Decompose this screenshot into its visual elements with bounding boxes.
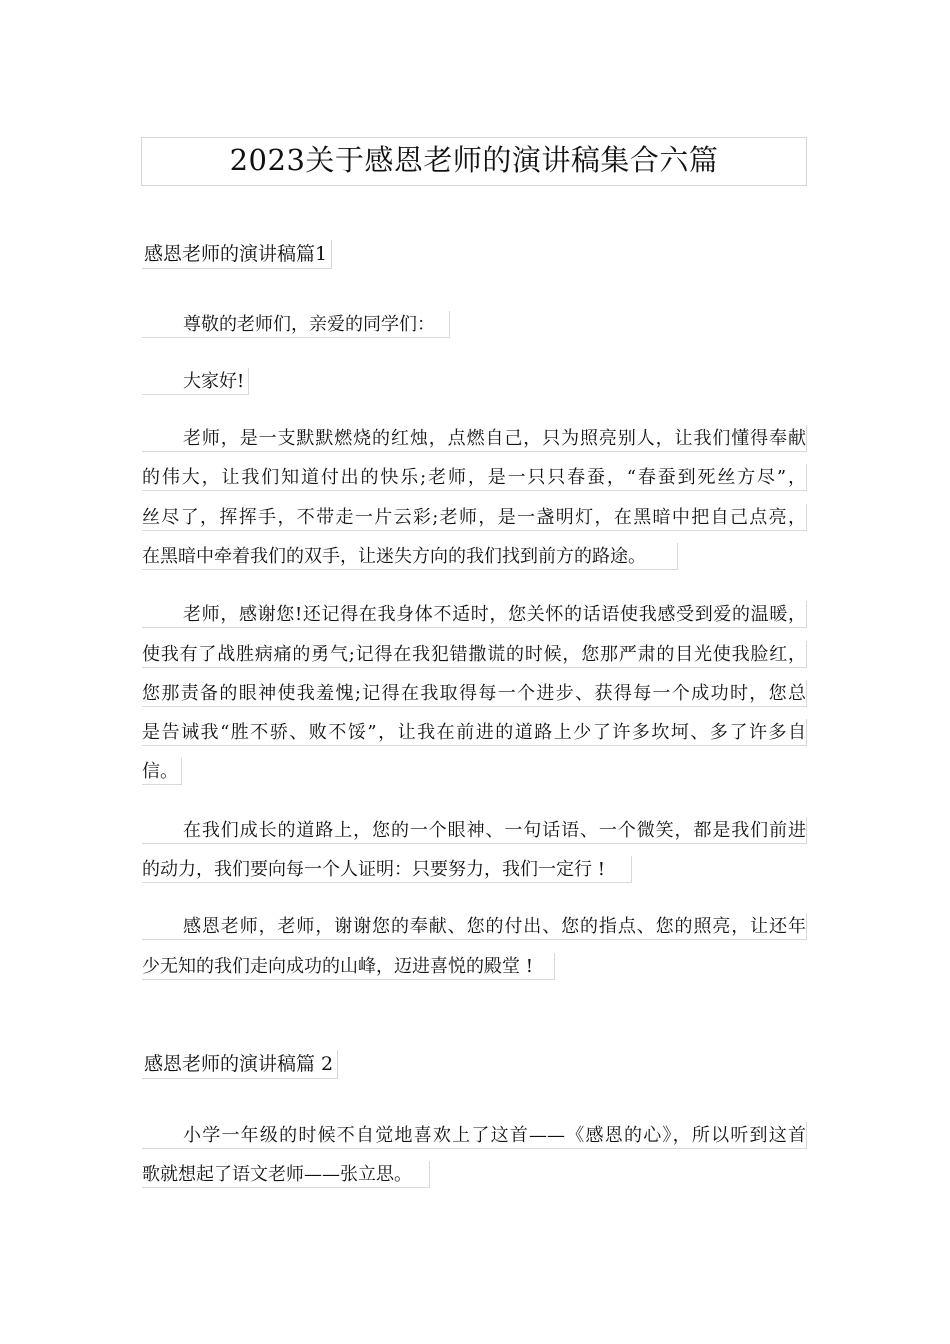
paragraph-2-line-1: 老师，感谢您!还记得在我身体不适时，您关怀的话语使我感受到爱的温暖， — [142, 601, 807, 628]
paragraph-2-line-3: 您那责备的眼神使我羞愧;记得在我取得每一个进步、获得每一个成功时，您总 — [142, 680, 807, 707]
section-2-paragraph-1-line-2: 歌就想起了语文老师——张立思。 — [142, 1161, 430, 1188]
paragraph-1-line-4: 在黑暗中牵着我们的双手，让迷失方向的我们找到前方的路途。 — [142, 543, 678, 570]
paragraph-4-line-1: 感恩老师，老师，谢谢您的奉献、您的付出、您的指点、您的照亮，让还年 — [142, 913, 807, 940]
paragraph-2-line-4: 是告诫我“胜不骄、败不馁”，让我在前进的道路上少了许多坎坷、多了许多自 — [142, 719, 807, 746]
paragraph-3-line-1: 在我们成长的道路上，您的一个眼神、一句话语、一个微笑，都是我们前进 — [142, 817, 807, 844]
paragraph-2-line-5: 信。 — [142, 758, 182, 785]
section-2-heading: 感恩老师的演讲稿篇 2 — [142, 1050, 338, 1079]
paragraph-4-line-2: 少无知的我们走向成功的山峰，迈进喜悦的殿堂 ! — [142, 953, 555, 980]
document-title: 2023关于感恩老师的演讲稿集合六篇 — [141, 137, 807, 186]
salutation-line: 尊敬的老师们，亲爱的同学们： — [142, 311, 450, 338]
paragraph-1-line-2: 的伟大，让我们知道付出的快乐;老师，是一只只春蚕，“春蚕到死丝方尽”， — [142, 464, 807, 491]
greeting-line: 大家好! — [142, 368, 249, 395]
paragraph-1-line-1: 老师，是一支默默燃烧的红烛，点燃自己，只为照亮别人，让我们懂得奉献 — [142, 425, 807, 452]
paragraph-3-line-2: 的动力，我们要向每一个人证明：只要努力，我们一定行 ! — [142, 856, 632, 883]
section-1-heading: 感恩老师的演讲稿篇1 — [142, 240, 332, 269]
paragraph-1-line-3: 丝尽了，挥挥手，不带走一片云彩;老师，是一盏明灯，在黑暗中把自己点亮， — [142, 504, 807, 531]
paragraph-2-line-2: 使我有了战胜病痛的勇气;记得在我犯错撒谎的时候，您那严肃的目光使我脸红， — [142, 641, 807, 668]
section-2-paragraph-1-line-1: 小学一年级的时候不自觉地喜欢上了这首——《感恩的心》，所以听到这首 — [142, 1122, 807, 1149]
